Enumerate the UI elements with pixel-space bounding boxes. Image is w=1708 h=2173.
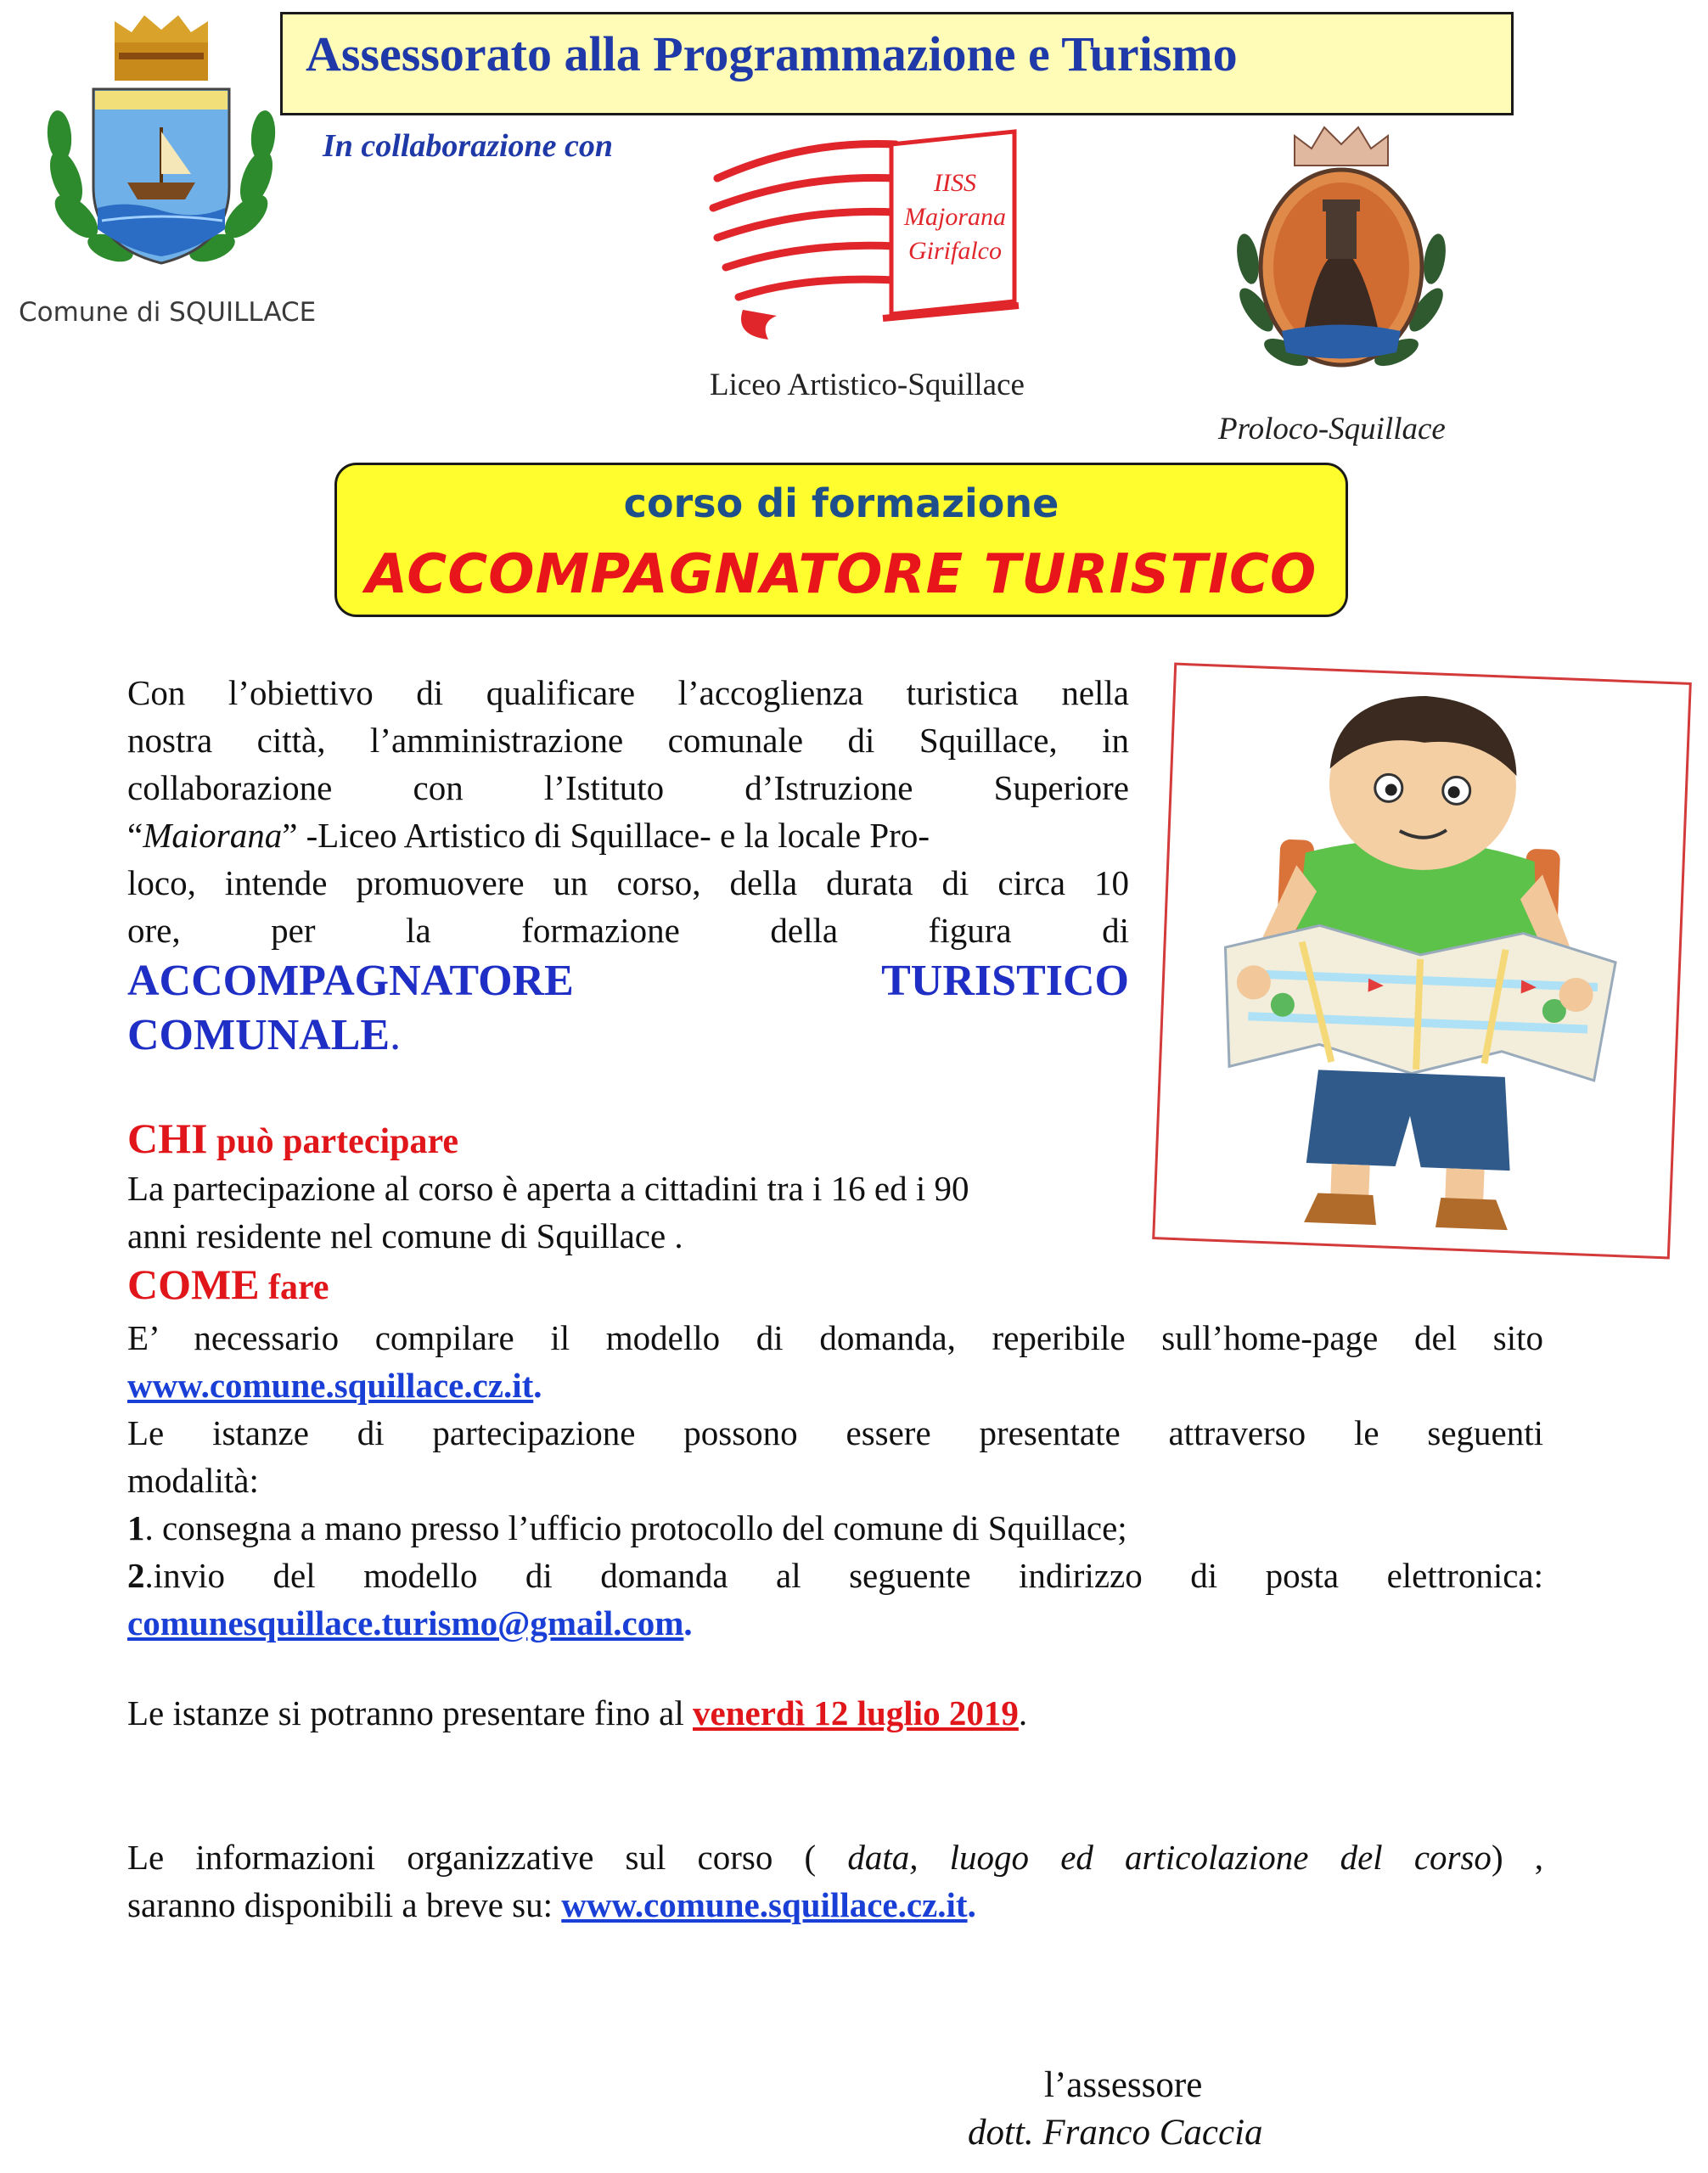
course-subtitle: corso di formazione [623,480,1059,526]
highlight-line-1: ACCOMPAGNATORE TURISTICO [127,957,1129,1005]
how-heading: COME fare [127,1261,329,1308]
info-line-1: Le informazioni organizzative sul corso ( data, luogo ed articolazione del corso) , [127,1838,1543,1877]
school-logo-line-2: Majorana [904,203,1006,231]
email-link[interactable]: comunesquillace.turismo@gmail.com [127,1603,684,1642]
comune-crest-logo [34,8,289,289]
how-website-line: www.comune.squillace.cz.it. [127,1366,542,1405]
intro-line-3: collaborazione con l’Istituto d’Istruzione Superiore [127,768,1129,807]
intro-line-4: “Maiorana” -Liceo Artistico di Squillace- e la locale Pro- [127,816,930,855]
intro-line-1: Con l’obiettivo di qualificare l’accoglienza turistica nella [127,673,1129,712]
who-heading: CHI può partecipare [127,1115,459,1162]
comune-caption: Comune di SQUILLACE [19,297,317,328]
how-line-2: Le istanze di partecipazione possono essere presentate attraverso le seguenti [127,1413,1543,1452]
course-title: ACCOMPAGNATORE TURISTICO [365,543,1318,606]
email-line: comunesquillace.turismo@gmail.com. [127,1603,693,1642]
info-website-link[interactable]: www.comune.squillace.cz.it [561,1885,968,1924]
school-logo [700,127,1031,344]
proloco-crest-logo [1222,115,1460,395]
intro-line-5: loco, intende promuovere un corso, della durata di circa 10 [127,863,1129,902]
signature-role: l’assessore [1044,2065,1203,2105]
how-line-1: E’ necessario compilare il modello di domanda, reperibile sull’home-page del sito [127,1318,1543,1357]
school-logo-line-1: IISS [934,169,976,197]
deadline-line: Le istanze si potranno presentare fino al venerdì 12 luglio 2019. [127,1693,1028,1732]
tourist-guide-illustration [1152,663,1692,1260]
website-link[interactable]: www.comune.squillace.cz.it [127,1366,534,1405]
highlight-line-2: COMUNALE. [127,1011,402,1059]
collaboration-label: In collaborazione con [323,128,614,164]
modality-item-1: 1. consegna a mano presso l’ufficio protocollo del comune di Squillace; [127,1508,1127,1547]
who-line-1: La partecipazione al corso è aperta a cittadini tra i 16 ed i 90 [127,1169,969,1208]
intro-line-2: nostra città, l’amministrazione comunale di Squillace, in [127,721,1129,760]
how-line-3: modalità: [127,1461,259,1500]
proloco-caption: Proloco-Squillace [1218,412,1446,446]
page-title: Assessorato alla Programmazione e Turismo [306,26,1238,81]
intro-line-6: ore, per la formazione della figura di [127,911,1129,950]
school-logo-line-3: Girifalco [908,237,1002,265]
modality-item-2: 2.invio del modello di domanda al seguente indirizzo di posta elettronica: [127,1556,1543,1595]
maiorana-italic: Maiorana [143,816,283,855]
deadline-date: venerdì 12 luglio 2019 [693,1693,1019,1732]
signature-name: dott. Franco Caccia [968,2113,1263,2153]
info-line-2: saranno disponibili a breve su: www.comune.squillace.cz.it. [127,1885,976,1924]
school-caption: Liceo Artistico-Squillace [710,368,1025,402]
who-line-2: anni residente nel comune di Squillace . [127,1216,683,1255]
